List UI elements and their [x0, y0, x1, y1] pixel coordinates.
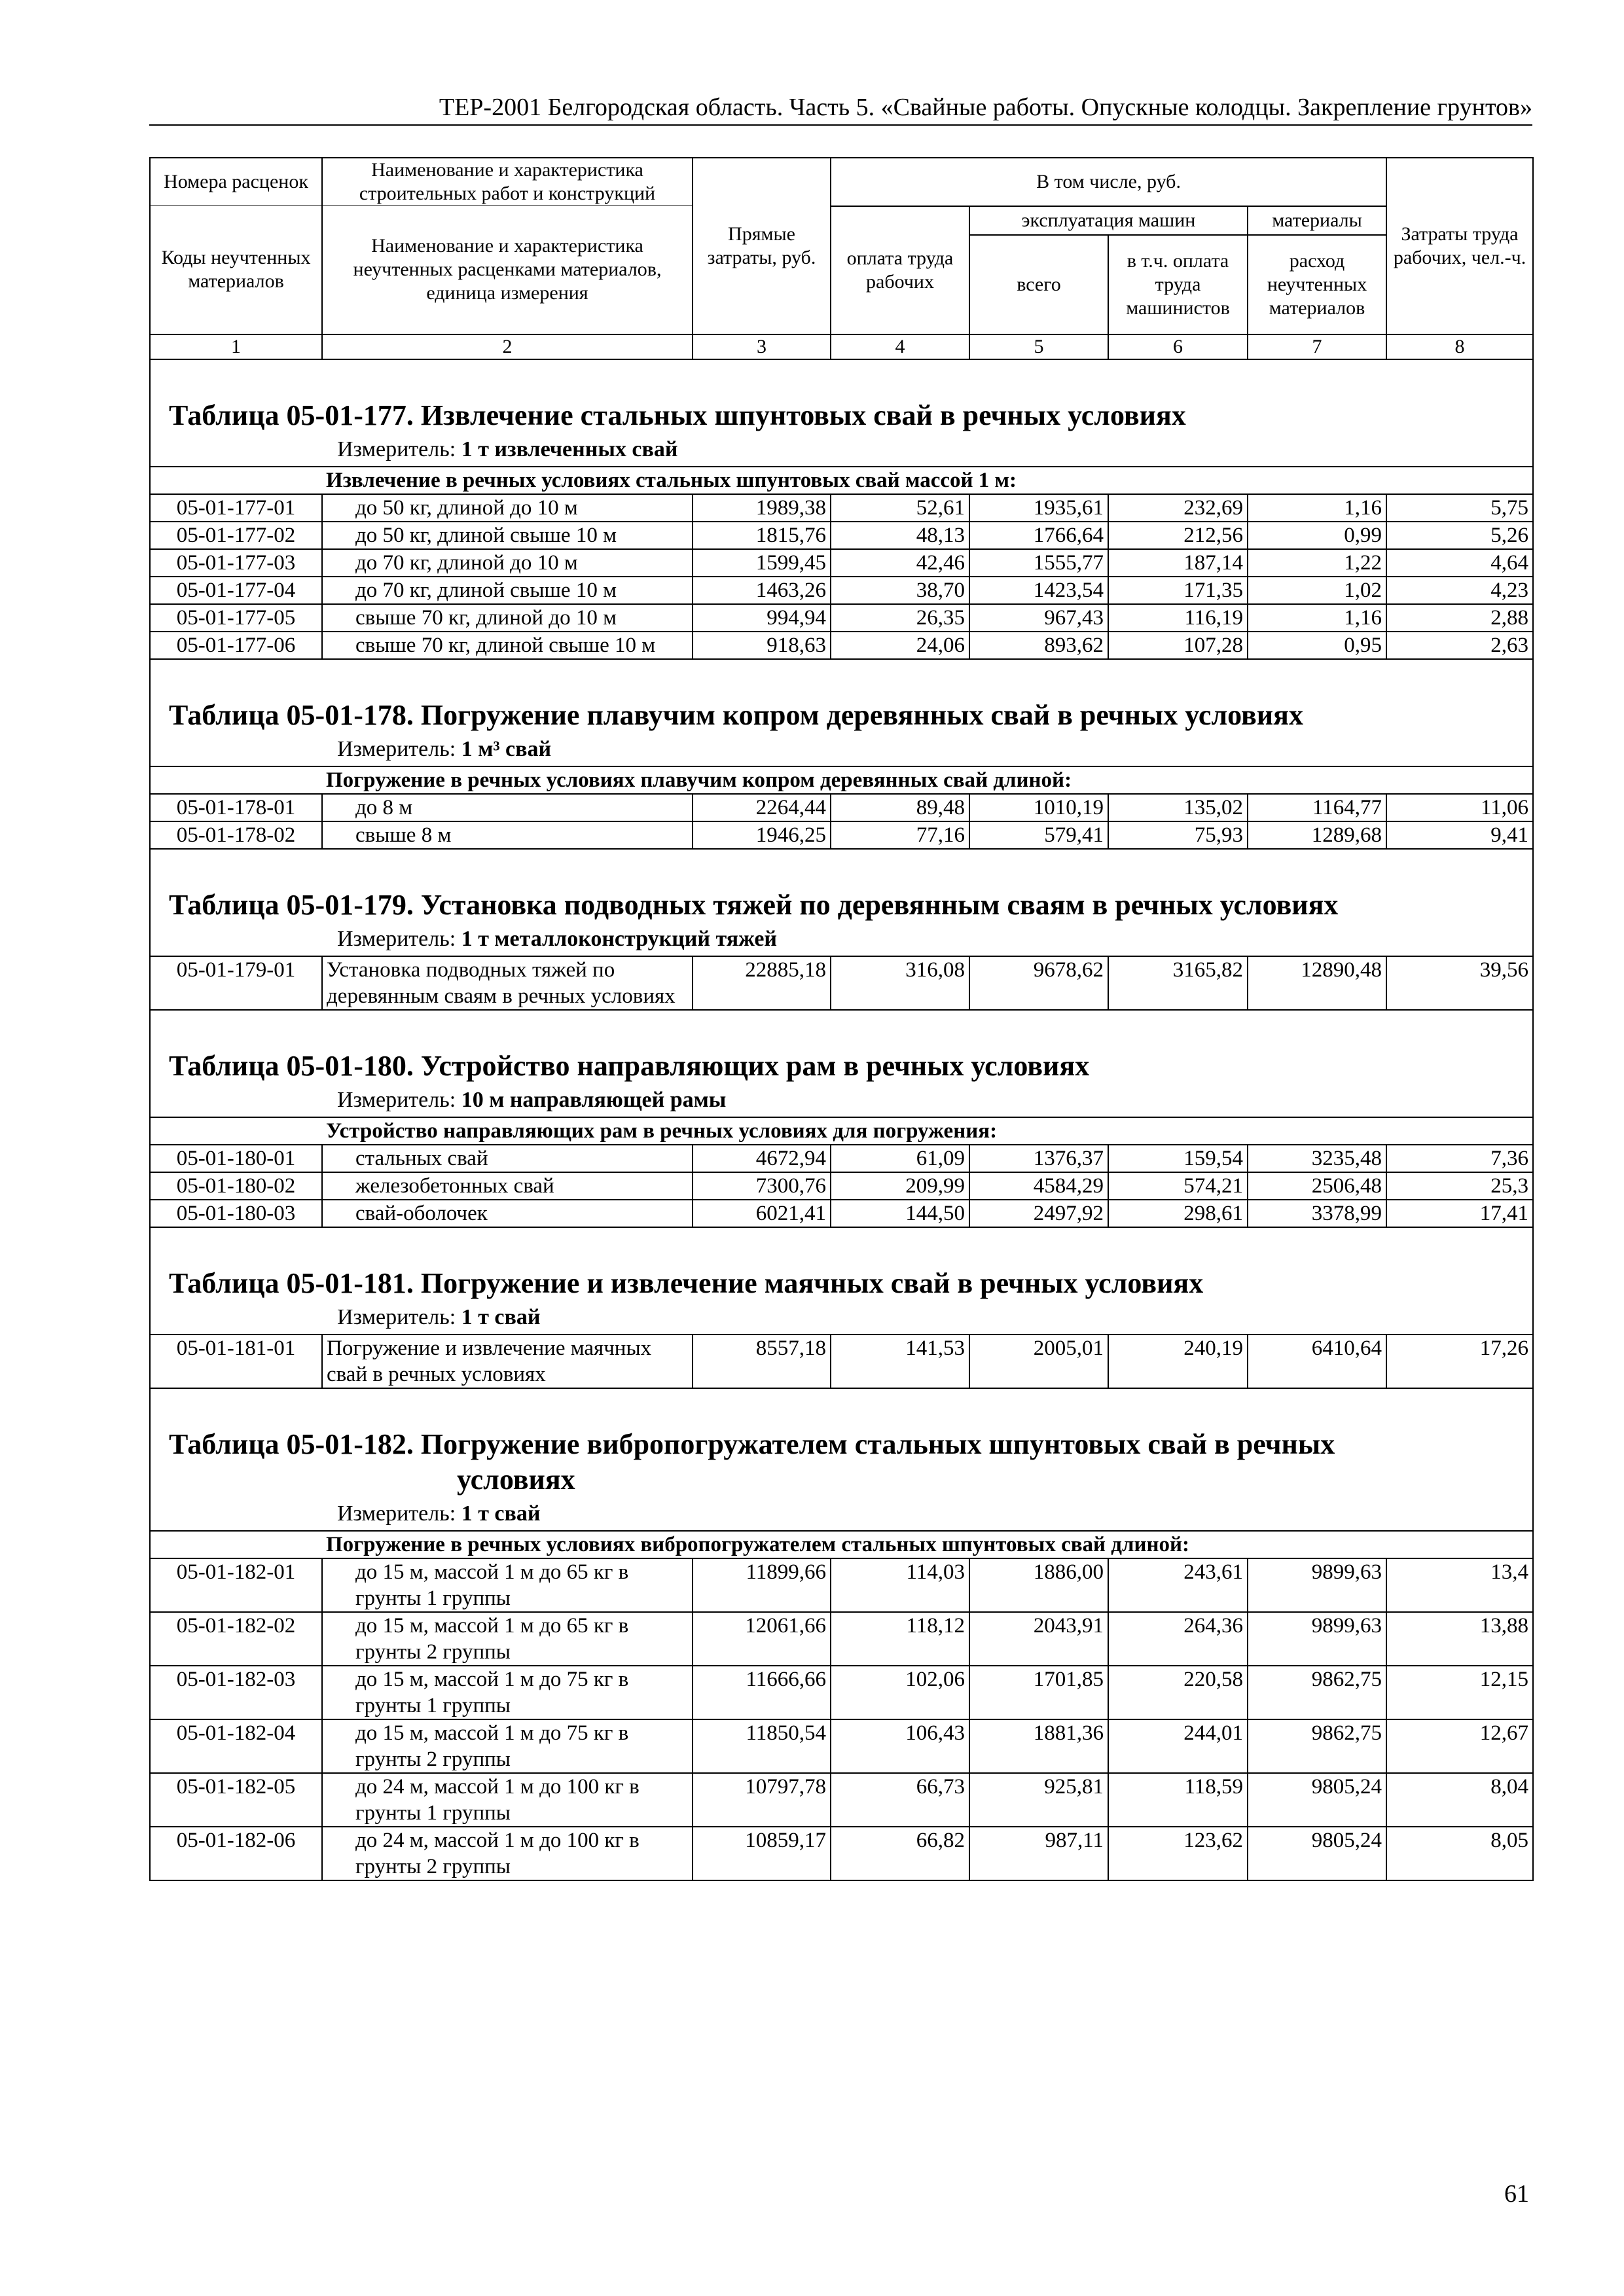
- section-title: Таблица 05-01-177. Извлечение стальных шпунтовых свай в речных условиях: [169, 399, 1186, 431]
- group-spacer: [150, 1117, 322, 1145]
- labor-pay: 42,46: [831, 549, 969, 577]
- table-row: [150, 1666, 1533, 1719]
- section-header: [150, 359, 1533, 467]
- labor-pay: 24,06: [831, 632, 969, 659]
- col-num: 7: [1248, 334, 1386, 359]
- table-row: [150, 956, 1533, 1010]
- labor-pay: 141,53: [831, 1335, 969, 1388]
- page-number: 61: [1504, 2180, 1529, 2208]
- materials-cost: 3235,48: [1248, 1145, 1386, 1172]
- table-row: [150, 1558, 1533, 1612]
- materials-cost: 6410,64: [1248, 1335, 1386, 1388]
- table-row: [150, 1827, 1533, 1880]
- col-num: 4: [831, 334, 969, 359]
- table-row: [150, 604, 1533, 632]
- labor-hours: 8,05: [1386, 1827, 1533, 1880]
- table-row: [150, 794, 1533, 821]
- unit-label: Измеритель:: [337, 437, 456, 461]
- direct-cost: 6021,41: [693, 1200, 831, 1227]
- machinist-pay: 116,19: [1108, 604, 1248, 632]
- labor-hours: 11,06: [1386, 794, 1533, 821]
- labor-pay: 106,43: [831, 1719, 969, 1773]
- col-num: 1: [150, 334, 322, 359]
- rate-name: до 15 м, массой 1 м до 75 кг в грунты 2 группы: [322, 1719, 693, 1773]
- labor-hours: 4,64: [1386, 549, 1533, 577]
- table-row: [150, 577, 1533, 604]
- section-header: [150, 659, 1533, 766]
- col-num: 8: [1386, 334, 1533, 359]
- rate-name: до 24 м, массой 1 м до 100 кг в грунты 2 группы: [322, 1827, 693, 1880]
- machines-total: 2005,01: [969, 1335, 1108, 1388]
- rate-name: до 8 м: [322, 794, 693, 821]
- materials-cost: 1289,68: [1248, 821, 1386, 849]
- rate-name: до 15 м, массой 1 м до 75 кг в грунты 1 группы: [322, 1666, 693, 1719]
- direct-cost: 22885,18: [693, 956, 831, 1010]
- machines-total: 1881,36: [969, 1719, 1108, 1773]
- section-unit: [151, 1301, 1532, 1334]
- machinist-pay: 171,35: [1108, 577, 1248, 604]
- direct-cost: 918,63: [693, 632, 831, 659]
- section-header: [150, 1010, 1533, 1117]
- unit-label: Измеритель:: [337, 736, 456, 761]
- unit-label: Измеритель:: [337, 1087, 456, 1112]
- rate-code: 05-01-177-02: [150, 522, 322, 549]
- col-head-6: в т.ч. оплата труда машинистов: [1108, 235, 1248, 334]
- machinist-pay: 3165,82: [1108, 956, 1248, 1010]
- rate-name: до 70 кг, длиной свыше 10 м: [322, 577, 693, 604]
- machinist-pay: 118,59: [1108, 1773, 1248, 1827]
- rate-name: железобетонных свай: [322, 1172, 693, 1200]
- machinist-pay: 232,69: [1108, 494, 1248, 522]
- unit-label: Измеритель:: [337, 1501, 456, 1526]
- materials-cost: 0,99: [1248, 522, 1386, 549]
- materials-cost: 12890,48: [1248, 956, 1386, 1010]
- group-heading: Извлечение в речных условиях стальных шпунтовых свай массой 1 м:: [322, 467, 1533, 494]
- table-row: [150, 1172, 1533, 1200]
- rate-name: до 50 кг, длиной свыше 10 м: [322, 522, 693, 549]
- rate-name: до 15 м, массой 1 м до 65 кг в грунты 1 группы: [322, 1558, 693, 1612]
- table-row: [150, 632, 1533, 659]
- table-row: [150, 494, 1533, 522]
- labor-pay: 52,61: [831, 494, 969, 522]
- group-spacer: [150, 766, 322, 794]
- rate-name: свыше 70 кг, длиной свыше 10 м: [322, 632, 693, 659]
- machines-total: 9678,62: [969, 956, 1108, 1010]
- machines-total: 1555,77: [969, 549, 1108, 577]
- direct-cost: 1946,25: [693, 821, 831, 849]
- section-title-line2: условиях: [457, 1463, 575, 1496]
- materials-cost: 1,22: [1248, 549, 1386, 577]
- table-row: [150, 1719, 1533, 1773]
- machines-total: 1701,85: [969, 1666, 1108, 1719]
- machinist-pay: 244,01: [1108, 1719, 1248, 1773]
- labor-hours: 39,56: [1386, 956, 1533, 1010]
- group-heading: Погружение в речных условиях вибропогружателем стальных шпунтовых свай длиной:: [322, 1531, 1533, 1558]
- labor-hours: 12,15: [1386, 1666, 1533, 1719]
- labor-pay: 48,13: [831, 522, 969, 549]
- machines-total: 2497,92: [969, 1200, 1108, 1227]
- rate-code: 05-01-177-01: [150, 494, 322, 522]
- rate-name: до 15 м, массой 1 м до 65 кг в грунты 2 группы: [322, 1612, 693, 1666]
- direct-cost: 994,94: [693, 604, 831, 632]
- section-unit: [151, 433, 1532, 466]
- labor-hours: 8,04: [1386, 1773, 1533, 1827]
- labor-hours: 4,23: [1386, 577, 1533, 604]
- rate-name: до 24 м, массой 1 м до 100 кг в грунты 1 группы: [322, 1773, 693, 1827]
- labor-pay: 38,70: [831, 577, 969, 604]
- direct-cost: 7300,76: [693, 1172, 831, 1200]
- labor-pay: 114,03: [831, 1558, 969, 1612]
- rate-code: 05-01-178-02: [150, 821, 322, 849]
- machinist-pay: 75,93: [1108, 821, 1248, 849]
- rate-code: 05-01-178-01: [150, 794, 322, 821]
- table-row: [150, 1335, 1533, 1388]
- col-head-3: Прямые затраты, руб.: [693, 158, 831, 334]
- machines-total: 987,11: [969, 1827, 1108, 1880]
- materials-cost: 1,16: [1248, 494, 1386, 522]
- col-head-1-top: Номера расценок: [150, 158, 322, 206]
- direct-cost: 10859,17: [693, 1827, 831, 1880]
- rate-code: 05-01-180-02: [150, 1172, 322, 1200]
- rate-code: 05-01-182-03: [150, 1666, 322, 1719]
- machinist-pay: 159,54: [1108, 1145, 1248, 1172]
- materials-cost: 9805,24: [1248, 1773, 1386, 1827]
- section-header: [150, 1388, 1533, 1531]
- labor-pay: 316,08: [831, 956, 969, 1010]
- table-row: [150, 1145, 1533, 1172]
- section-title: [151, 1389, 1532, 1498]
- col-num: 5: [969, 334, 1108, 359]
- rate-name: свыше 8 м: [322, 821, 693, 849]
- machinist-pay: 107,28: [1108, 632, 1248, 659]
- direct-cost: 11899,66: [693, 1558, 831, 1612]
- rate-code: 05-01-182-01: [150, 1558, 322, 1612]
- rate-name: до 50 кг, длиной до 10 м: [322, 494, 693, 522]
- col-head-incl: В том числе, руб.: [831, 158, 1386, 206]
- col-num: 6: [1108, 334, 1248, 359]
- rate-code: 05-01-182-02: [150, 1612, 322, 1666]
- rates-table: [149, 157, 1534, 1881]
- col-head-4: оплата труда рабочих: [831, 206, 969, 334]
- labor-pay: 77,16: [831, 821, 969, 849]
- machines-total: 893,62: [969, 632, 1108, 659]
- labor-hours: 25,3: [1386, 1172, 1533, 1200]
- machinist-pay: 135,02: [1108, 794, 1248, 821]
- materials-cost: 9899,63: [1248, 1612, 1386, 1666]
- machines-total: 1886,00: [969, 1558, 1108, 1612]
- direct-cost: 8557,18: [693, 1335, 831, 1388]
- section-title: Таблица 05-01-179. Установка подводных тяжей по деревянным сваям в речных условиях: [169, 888, 1339, 921]
- col-num: 2: [322, 334, 693, 359]
- labor-hours: 13,88: [1386, 1612, 1533, 1666]
- group-spacer: [150, 467, 322, 494]
- machines-total: 1766,64: [969, 522, 1108, 549]
- machinist-pay: 298,61: [1108, 1200, 1248, 1227]
- unit-value: 1 м³ свай: [461, 736, 552, 761]
- section-unit: [151, 1084, 1532, 1117]
- section-title: Таблица 05-01-181. Погружение и извлечение маячных свай в речных условиях: [169, 1266, 1204, 1299]
- labor-hours: 9,41: [1386, 821, 1533, 849]
- machinist-pay: 574,21: [1108, 1172, 1248, 1200]
- labor-pay: 209,99: [831, 1172, 969, 1200]
- unit-value: 1 т свай: [461, 1501, 541, 1526]
- direct-cost: 1989,38: [693, 494, 831, 522]
- machines-total: 1423,54: [969, 577, 1108, 604]
- section-unit: [151, 733, 1532, 766]
- machines-total: 4584,29: [969, 1172, 1108, 1200]
- rate-code: 05-01-177-06: [150, 632, 322, 659]
- col-head-7: расход неучтенных материалов: [1248, 235, 1386, 334]
- machines-total: 1376,37: [969, 1145, 1108, 1172]
- rate-name: Установка подводных тяжей по деревянным сваям в речных условиях: [322, 956, 693, 1010]
- machinist-pay: 240,19: [1108, 1335, 1248, 1388]
- machinist-pay: 220,58: [1108, 1666, 1248, 1719]
- rate-code: 05-01-180-03: [150, 1200, 322, 1227]
- rate-code: 05-01-182-04: [150, 1719, 322, 1773]
- labor-hours: 17,26: [1386, 1335, 1533, 1388]
- col-head-2-bottom: Наименование и характеристика неучтенных расценками материалов, единица измерения: [322, 206, 693, 334]
- col-head-1-bottom: Коды неучтенных материалов: [150, 206, 322, 334]
- machines-total: 1010,19: [969, 794, 1108, 821]
- group-heading: Погружение в речных условиях плавучим копром деревянных свай длиной:: [322, 766, 1533, 794]
- machines-total: 925,81: [969, 1773, 1108, 1827]
- table-row: [150, 1612, 1533, 1666]
- section-unit: [151, 923, 1532, 956]
- rate-code: 05-01-181-01: [150, 1335, 322, 1388]
- rate-name: Погружение и извлечение маячных свай в речных условиях: [322, 1335, 693, 1388]
- direct-cost: 11666,66: [693, 1666, 831, 1719]
- labor-hours: 5,75: [1386, 494, 1533, 522]
- section-title-line1: Таблица 05-01-182. Погружение вибропогружателем стальных шпунтовых свай в речных: [169, 1427, 1335, 1460]
- direct-cost: 11850,54: [693, 1719, 831, 1773]
- section-title: Таблица 05-01-180. Устройство направляющих рам в речных условиях: [169, 1049, 1090, 1082]
- machinist-pay: 264,36: [1108, 1612, 1248, 1666]
- materials-cost: 3378,99: [1248, 1200, 1386, 1227]
- labor-pay: 61,09: [831, 1145, 969, 1172]
- group-heading: Устройство направляющих рам в речных условиях для погружения:: [322, 1117, 1533, 1145]
- labor-pay: 66,82: [831, 1827, 969, 1880]
- labor-hours: 17,41: [1386, 1200, 1533, 1227]
- table-row: [150, 1773, 1533, 1827]
- table-row: [150, 821, 1533, 849]
- direct-cost: 1599,45: [693, 549, 831, 577]
- col-head-materials: материалы: [1248, 206, 1386, 235]
- rate-code: 05-01-182-05: [150, 1773, 322, 1827]
- group-spacer: [150, 1531, 322, 1558]
- col-head-8: Затраты труда рабочих, чел.-ч.: [1386, 158, 1533, 334]
- labor-pay: 66,73: [831, 1773, 969, 1827]
- materials-cost: 9862,75: [1248, 1666, 1386, 1719]
- labor-pay: 89,48: [831, 794, 969, 821]
- unit-value: 1 т свай: [461, 1304, 541, 1329]
- section-title: Таблица 05-01-178. Погружение плавучим копром деревянных свай в речных условиях: [169, 698, 1303, 731]
- machines-total: 579,41: [969, 821, 1108, 849]
- col-head-machines: эксплуатация машин: [969, 206, 1248, 235]
- machinist-pay: 212,56: [1108, 522, 1248, 549]
- section-header: [150, 1227, 1533, 1335]
- labor-hours: 5,26: [1386, 522, 1533, 549]
- rate-name: до 70 кг, длиной до 10 м: [322, 549, 693, 577]
- table-row: [150, 549, 1533, 577]
- machinist-pay: 187,14: [1108, 549, 1248, 577]
- direct-cost: 1463,26: [693, 577, 831, 604]
- col-head-5: всего: [969, 235, 1108, 334]
- labor-pay: 118,12: [831, 1612, 969, 1666]
- materials-cost: 9899,63: [1248, 1558, 1386, 1612]
- table-row: [150, 522, 1533, 549]
- materials-cost: 9862,75: [1248, 1719, 1386, 1773]
- rate-code: 05-01-177-05: [150, 604, 322, 632]
- materials-cost: 1164,77: [1248, 794, 1386, 821]
- labor-hours: 2,63: [1386, 632, 1533, 659]
- materials-cost: 9805,24: [1248, 1827, 1386, 1880]
- unit-value: 1 т металлоконструкций тяжей: [461, 926, 777, 951]
- direct-cost: 12061,66: [693, 1612, 831, 1666]
- labor-hours: 2,88: [1386, 604, 1533, 632]
- labor-pay: 26,35: [831, 604, 969, 632]
- rate-code: 05-01-177-03: [150, 549, 322, 577]
- machines-total: 2043,91: [969, 1612, 1108, 1666]
- labor-pay: 144,50: [831, 1200, 969, 1227]
- unit-label: Измеритель:: [337, 926, 456, 951]
- materials-cost: 0,95: [1248, 632, 1386, 659]
- machinist-pay: 123,62: [1108, 1827, 1248, 1880]
- section-unit: [151, 1498, 1532, 1530]
- direct-cost: 4672,94: [693, 1145, 831, 1172]
- section-header: [150, 849, 1533, 956]
- col-num: 3: [693, 334, 831, 359]
- rate-code: 05-01-182-06: [150, 1827, 322, 1880]
- direct-cost: 1815,76: [693, 522, 831, 549]
- direct-cost: 2264,44: [693, 794, 831, 821]
- unit-label: Измеритель:: [337, 1304, 456, 1329]
- materials-cost: 2506,48: [1248, 1172, 1386, 1200]
- rate-name: стальных свай: [322, 1145, 693, 1172]
- rate-code: 05-01-179-01: [150, 956, 322, 1010]
- materials-cost: 1,16: [1248, 604, 1386, 632]
- materials-cost: 1,02: [1248, 577, 1386, 604]
- labor-hours: 12,67: [1386, 1719, 1533, 1773]
- labor-hours: 13,4: [1386, 1558, 1533, 1612]
- col-head-2-top: Наименование и характеристика строительных работ и конструкций: [322, 158, 693, 206]
- unit-value: 10 м направляющей рамы: [461, 1087, 727, 1112]
- unit-value: 1 т извлеченных свай: [461, 437, 678, 461]
- rate-code: 05-01-180-01: [150, 1145, 322, 1172]
- machines-total: 967,43: [969, 604, 1108, 632]
- table-row: [150, 1200, 1533, 1227]
- rate-code: 05-01-177-04: [150, 577, 322, 604]
- machines-total: 1935,61: [969, 494, 1108, 522]
- direct-cost: 10797,78: [693, 1773, 831, 1827]
- rate-name: свыше 70 кг, длиной до 10 м: [322, 604, 693, 632]
- labor-pay: 102,06: [831, 1666, 969, 1719]
- labor-hours: 7,36: [1386, 1145, 1533, 1172]
- machinist-pay: 243,61: [1108, 1558, 1248, 1612]
- rate-name: свай-оболочек: [322, 1200, 693, 1227]
- running-header: ТЕР-2001 Белгородская область. Часть 5. «Свайные работы. Опускные колодцы. Закрепление грунтов»: [149, 92, 1532, 126]
